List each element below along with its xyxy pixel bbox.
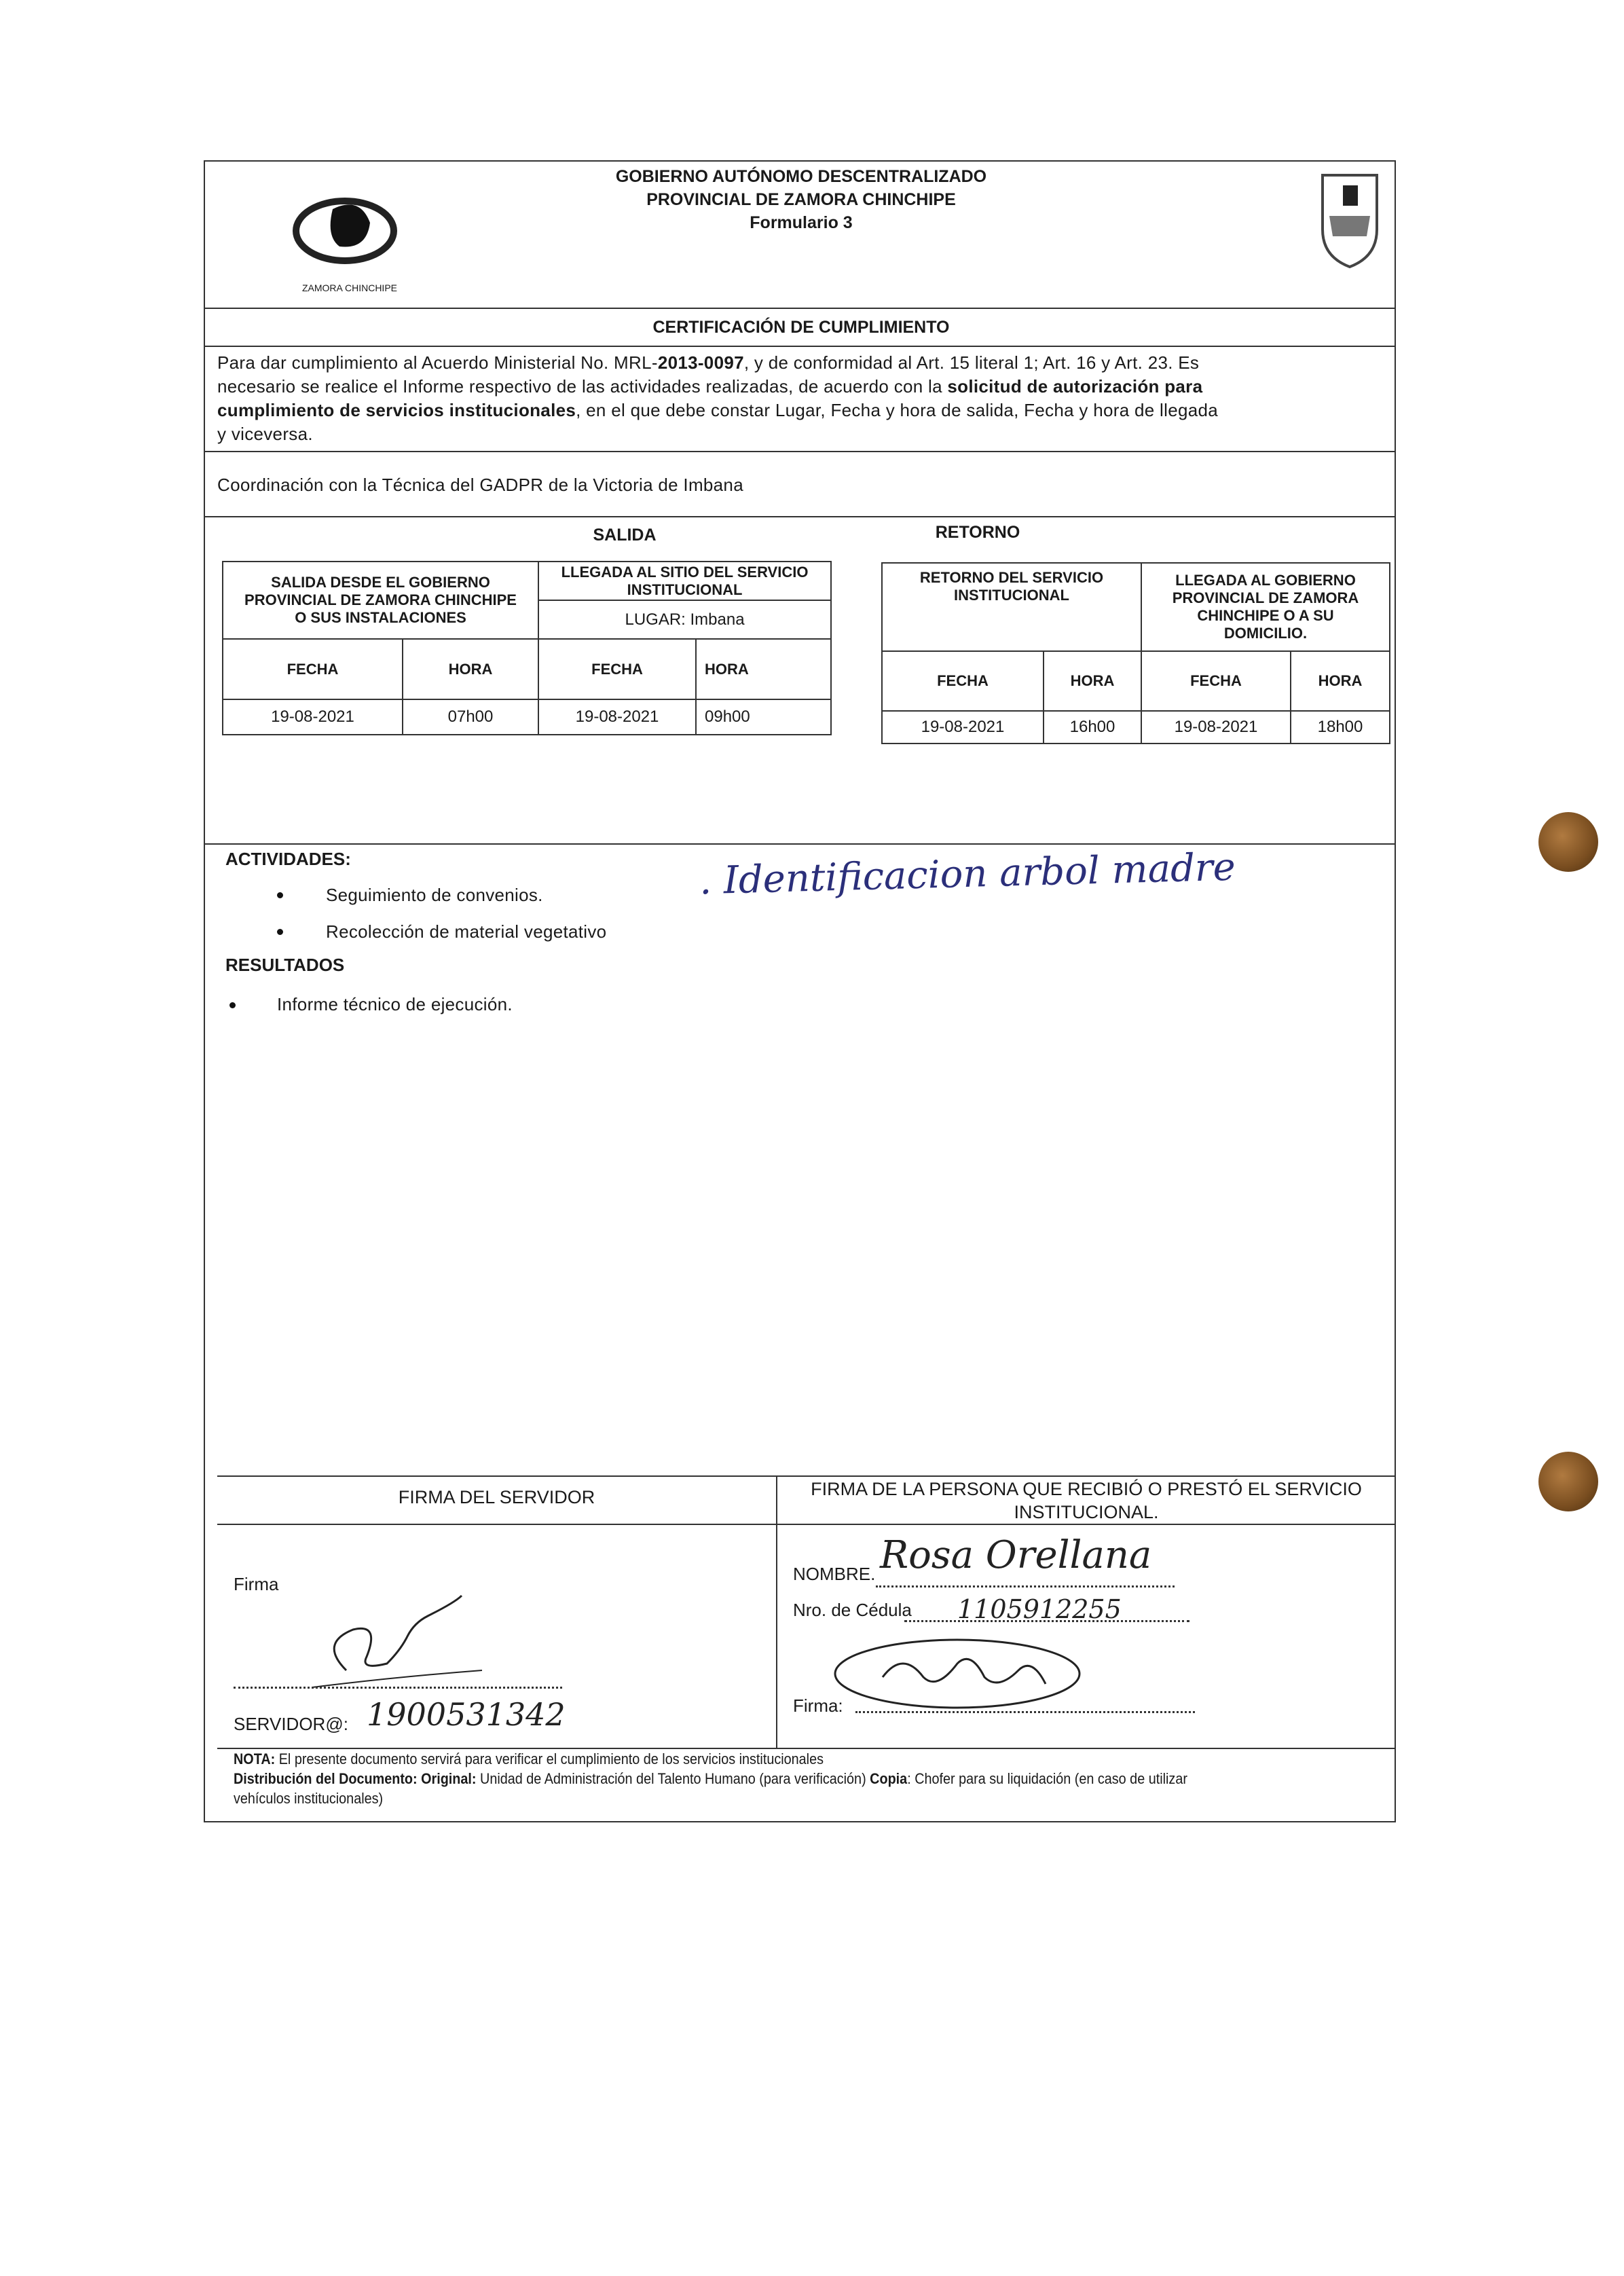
retorno-fecha-header-2: FECHA <box>1141 651 1291 711</box>
salida-fecha-2: 19-08-2021 <box>538 699 696 735</box>
retorno-title: RETORNO <box>935 523 1020 542</box>
retorno-table <box>881 562 1390 744</box>
coordinacion-divider <box>204 516 1396 517</box>
salida-fecha-header-2: FECHA <box>538 639 696 699</box>
signature-top-border <box>217 1475 1396 1477</box>
firma-receptor-header-2: INSTITUCIONAL. <box>1014 1502 1159 1522</box>
salida-hora-header-2: HORA <box>696 639 831 699</box>
cert-title-divider <box>204 346 1396 347</box>
nombre-value: Rosa Orellana <box>880 1533 1152 1577</box>
header-line-1: GOBIERNO AUTÓNOMO DESCENTRALIZADO <box>615 167 987 186</box>
firma2-label: Firma: <box>793 1695 843 1716</box>
retorno-origin-header: RETORNO DEL SERVICIO INSTITUCIONAL <box>882 563 1141 651</box>
retorno-hora-1: 16h00 <box>1044 711 1141 744</box>
salida-fecha-header-1: FECHA <box>223 639 403 699</box>
actividad-bullet-1 <box>277 892 283 898</box>
provincial-crest <box>1316 168 1384 270</box>
retorno-hora-header-2: HORA <box>1291 651 1390 711</box>
actividad-item-2: Recolección de material vegetativo <box>326 921 607 942</box>
cert-paragraph-line-4: y viceversa. <box>217 424 313 444</box>
nota-line-1: NOTA: El presente documento servirá para verificar el cumplimiento de los servicios institucionales <box>234 1750 824 1767</box>
actividad-bullet-2 <box>277 929 283 935</box>
coordinacion-text: Coordinación con la Técnica del GADPR de la Victoria de Imbana <box>217 475 743 495</box>
salida-arrival-header: LLEGADA AL SITIO DEL SERVICIO INSTITUCIONAL <box>538 562 831 600</box>
nombre-dotted-line <box>876 1585 1175 1587</box>
firma2-dotted-line <box>855 1711 1195 1713</box>
salida-origin-header: SALIDA DESDE EL GOBIERNO PROVINCIAL DE ZAMORA CHINCHIPE O SUS INSTALACIONES <box>223 562 538 639</box>
actividad-item-1: Seguimiento de convenios. <box>326 885 543 905</box>
firma-receptor-header-1: FIRMA DE LA PERSONA QUE RECIBIÓ O PRESTÓ EL SERVICIO <box>811 1479 1362 1499</box>
retorno-fecha-2: 19-08-2021 <box>1141 711 1291 744</box>
header-divider <box>204 308 1396 309</box>
actividad-handwritten: . Identificacion arbol madre <box>699 845 1236 904</box>
retorno-arrival-header: LLEGADA AL GOBIERNO PROVINCIAL DE ZAMORA CHINCHIPE O A SU DOMICILIO. <box>1141 563 1390 651</box>
cedula-label: Nro. de Cédula <box>793 1600 912 1620</box>
cert-paragraph-line-1: Para dar cumplimiento al Acuerdo Ministerial No. MRL-2013-0097, y de conformidad al Art. 15 literal 1; Art. 16 y Art. 23. Es <box>217 352 1200 373</box>
cert-paragraph-line-2: necesario se realice el Informe respectivo de las actividades realizadas, de acuerdo con la solicitud de autorización para <box>217 376 1203 397</box>
cert-paragraph-line-3: cumplimiento de servicios institucionales, en el que debe constar Lugar, Fecha y hora de salida, Fecha y hora de llegada <box>217 400 1218 420</box>
actividades-title: ACTIVIDADES: <box>225 849 351 869</box>
punch-hole-bottom <box>1538 1452 1598 1511</box>
salida-hora-2: 09h00 <box>696 699 831 735</box>
retorno-hora-header-1: HORA <box>1044 651 1141 711</box>
punch-hole-top <box>1538 812 1598 872</box>
salida-fecha-1: 19-08-2021 <box>223 699 403 735</box>
nombre-label: NOMBRE. <box>793 1564 876 1584</box>
salida-table <box>222 561 832 735</box>
resultado-item-1: Informe técnico de ejecución. <box>277 994 513 1014</box>
cedula-value: 1105912255 <box>957 1594 1122 1624</box>
firma-servidor-header: FIRMA DEL SERVIDOR <box>398 1487 595 1507</box>
header-line-2: PROVINCIAL DE ZAMORA CHINCHIPE <box>646 190 956 209</box>
resultado-bullet-1 <box>229 1002 236 1008</box>
zamora-logo <box>285 189 407 270</box>
salida-title: SALIDA <box>593 526 657 545</box>
nota-divider <box>217 1748 1396 1749</box>
resultados-title: RESULTADOS <box>225 955 345 975</box>
receptor-signature <box>822 1630 1093 1718</box>
salida-lugar: LUGAR: Imbana <box>538 600 831 639</box>
servidor-dotted-line <box>234 1687 562 1689</box>
salida-hora-1: 07h00 <box>403 699 538 735</box>
salida-hora-header-1: HORA <box>403 639 538 699</box>
nota-line-3: vehículos institucionales) <box>234 1790 384 1807</box>
cedula-dotted-line <box>904 1620 1189 1622</box>
signature-header-divider <box>217 1524 1396 1525</box>
servidor-label: SERVIDOR@: <box>234 1714 348 1734</box>
servidor-signature <box>292 1582 496 1697</box>
cert-divider <box>204 451 1396 452</box>
logo-caption: ZAMORA CHINCHIPE <box>301 282 397 293</box>
header-line-3: Formulario 3 <box>750 213 853 232</box>
tables-divider <box>204 843 1396 845</box>
certificacion-title: CERTIFICACIÓN DE CUMPLIMIENTO <box>652 318 950 337</box>
retorno-fecha-1: 19-08-2021 <box>882 711 1044 744</box>
retorno-fecha-header-1: FECHA <box>882 651 1044 711</box>
servidor-id: 1900531342 <box>367 1696 566 1733</box>
nota-line-2: Distribución del Documento: Original: Unidad de Administración del Talento Humano (para verificación) Copia: Chofer para su liquidación (en caso de utilizar <box>234 1770 1187 1787</box>
retorno-hora-2: 18h00 <box>1291 711 1390 744</box>
firma-label: Firma <box>234 1574 279 1594</box>
